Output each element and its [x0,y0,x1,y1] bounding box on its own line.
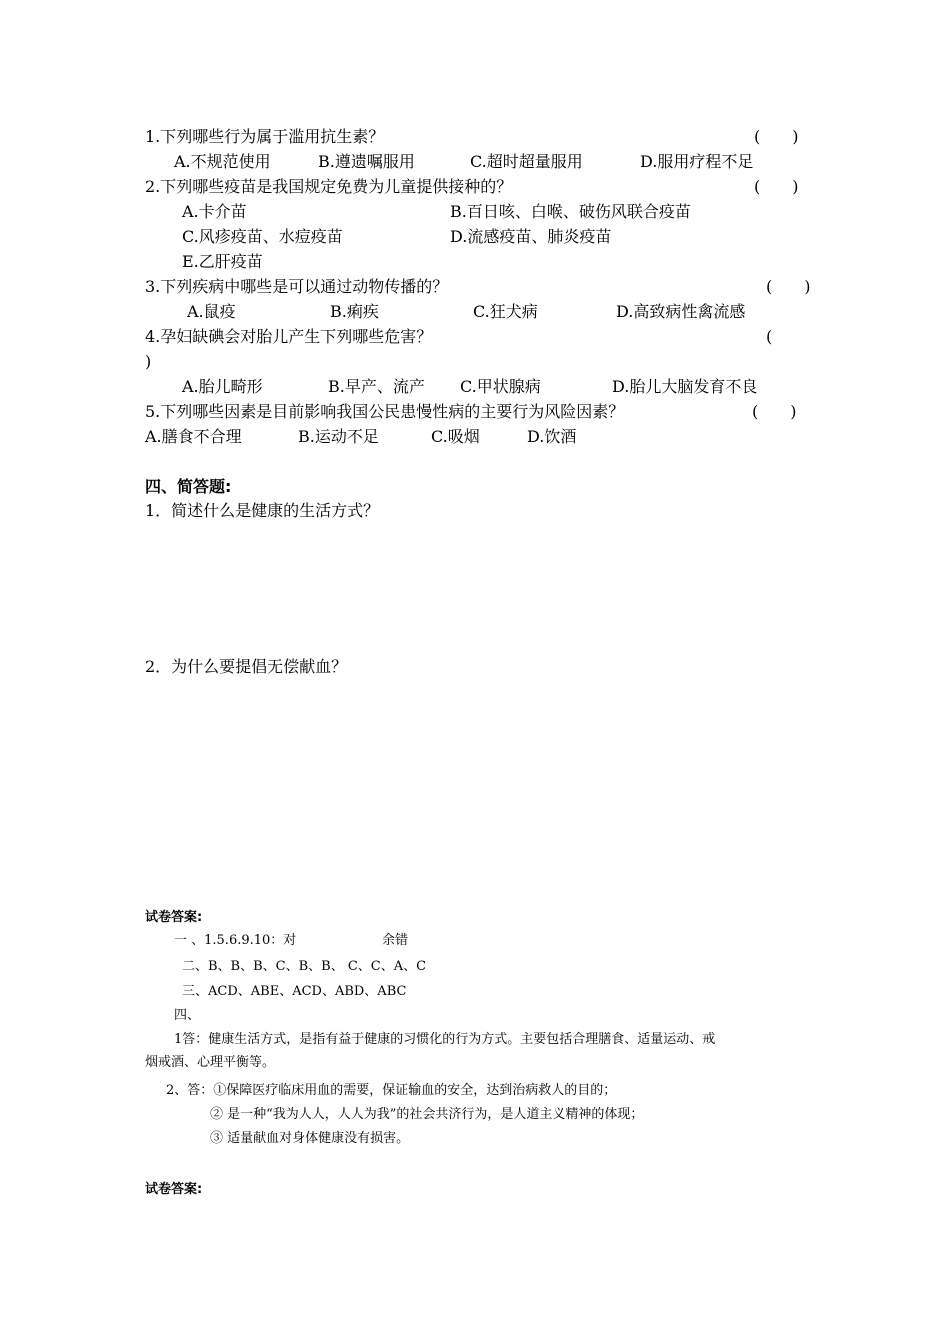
question-5-option-a: A.膳食不合理 [145,427,242,446]
question-1-stem: 1.下列哪些行为属于滥用抗生素？ [145,127,385,146]
answer-line-4: 四、 [174,1008,201,1023]
answer-line-1a: 一 、1.5.6.9.10：对 [174,933,297,948]
question-2-option-c: C.风疹疫苗、水痘疫苗 [182,227,343,246]
question-4-option-b: B.早产、流产 [328,377,425,396]
question-2-option-e: E.乙肝疫苗 [182,252,263,271]
short-answer-question-2: 2．为什么要提倡无偿献血？ [145,657,348,676]
question-5-stem: 5.下列哪些因素是目前影响我国公民患慢性病的主要行为风险因素？ [145,402,625,421]
question-4-stem: 4.孕妇缺碘会对胎儿产生下列哪些危害？ [145,327,433,346]
question-1-option-d: D.服用疗程不足 [640,152,754,171]
question-4-bracket-close: ) [145,352,152,371]
answer-1-line-b: 烟戒酒、心理平衡等。 [145,1055,276,1070]
answer-line-3: 三、ACD、ABE、ACD、ABD、ABC [182,984,407,999]
question-2-option-b: B.百日咳、白喉、破伤风联合疫苗 [450,202,691,221]
question-4-option-a: A.胎儿畸形 [182,377,263,396]
question-4-option-d: D.胎儿大脑发育不良 [612,377,758,396]
question-3-answer-bracket: ( ) [766,277,811,296]
question-2-option-a: A.卡介苗 [182,202,247,221]
question-2-option-d: D.流感疫苗、肺炎疫苗 [450,227,612,246]
question-2-answer-bracket: ( ) [754,177,799,196]
question-3-option-d: D.高致病性禽流感 [616,302,746,321]
answer-line-1b: 余错 [382,933,409,948]
question-1-option-a: A.不规范使用 [174,152,271,171]
question-1-option-b: B.遵遗嘱服用 [318,152,415,171]
question-3-stem: 3.下列疾病中哪些是可以通过动物传播的？ [145,277,449,296]
question-2-stem: 2.下列哪些疫苗是我国规定免费为儿童提供接种的？ [145,177,513,196]
section-4-heading: 四、简答题: [145,477,232,496]
short-answer-question-1: 1．简述什么是健康的生活方式？ [145,501,380,520]
question-5-option-b: B.运动不足 [298,427,379,446]
question-1-option-c: C.超时超量服用 [470,152,583,171]
question-5-option-c: C.吸烟 [431,427,480,446]
answers-heading: 试卷答案: [145,910,203,925]
answers-heading-repeat: 试卷答案: [145,1182,203,1197]
question-1-answer-bracket: ( ) [754,127,799,146]
question-5-option-d: D.饮酒 [527,427,577,446]
question-4-option-c: C.甲状腺病 [460,377,541,396]
answer-2-line-a: 2、答：①保障医疗临床用血的需要，保证输血的安全，达到治病救人的目的； [166,1083,617,1098]
question-3-option-c: C.狂犬病 [473,302,538,321]
answer-1-line-a: 1答：健康生活方式，是指有益于健康的习惯化的行为方式。主要包括合理膳食、适量运动、戒 [174,1032,716,1047]
question-3-option-b: B.痢疾 [330,302,379,321]
question-4-bracket-open: ( [766,327,773,346]
answer-line-2: 二、B、B、B、C、B、B、 C、C、A、C [182,959,427,974]
question-5-answer-bracket: ( ) [752,402,797,421]
answer-2-line-c: ③ 适量献血对身体健康没有损害。 [210,1131,410,1146]
answer-2-line-b: ② 是一种“我为人人，人人为我”的社会共济行为，是人道主义精神的体现； [210,1107,644,1122]
question-3-option-a: A.鼠疫 [187,302,236,321]
